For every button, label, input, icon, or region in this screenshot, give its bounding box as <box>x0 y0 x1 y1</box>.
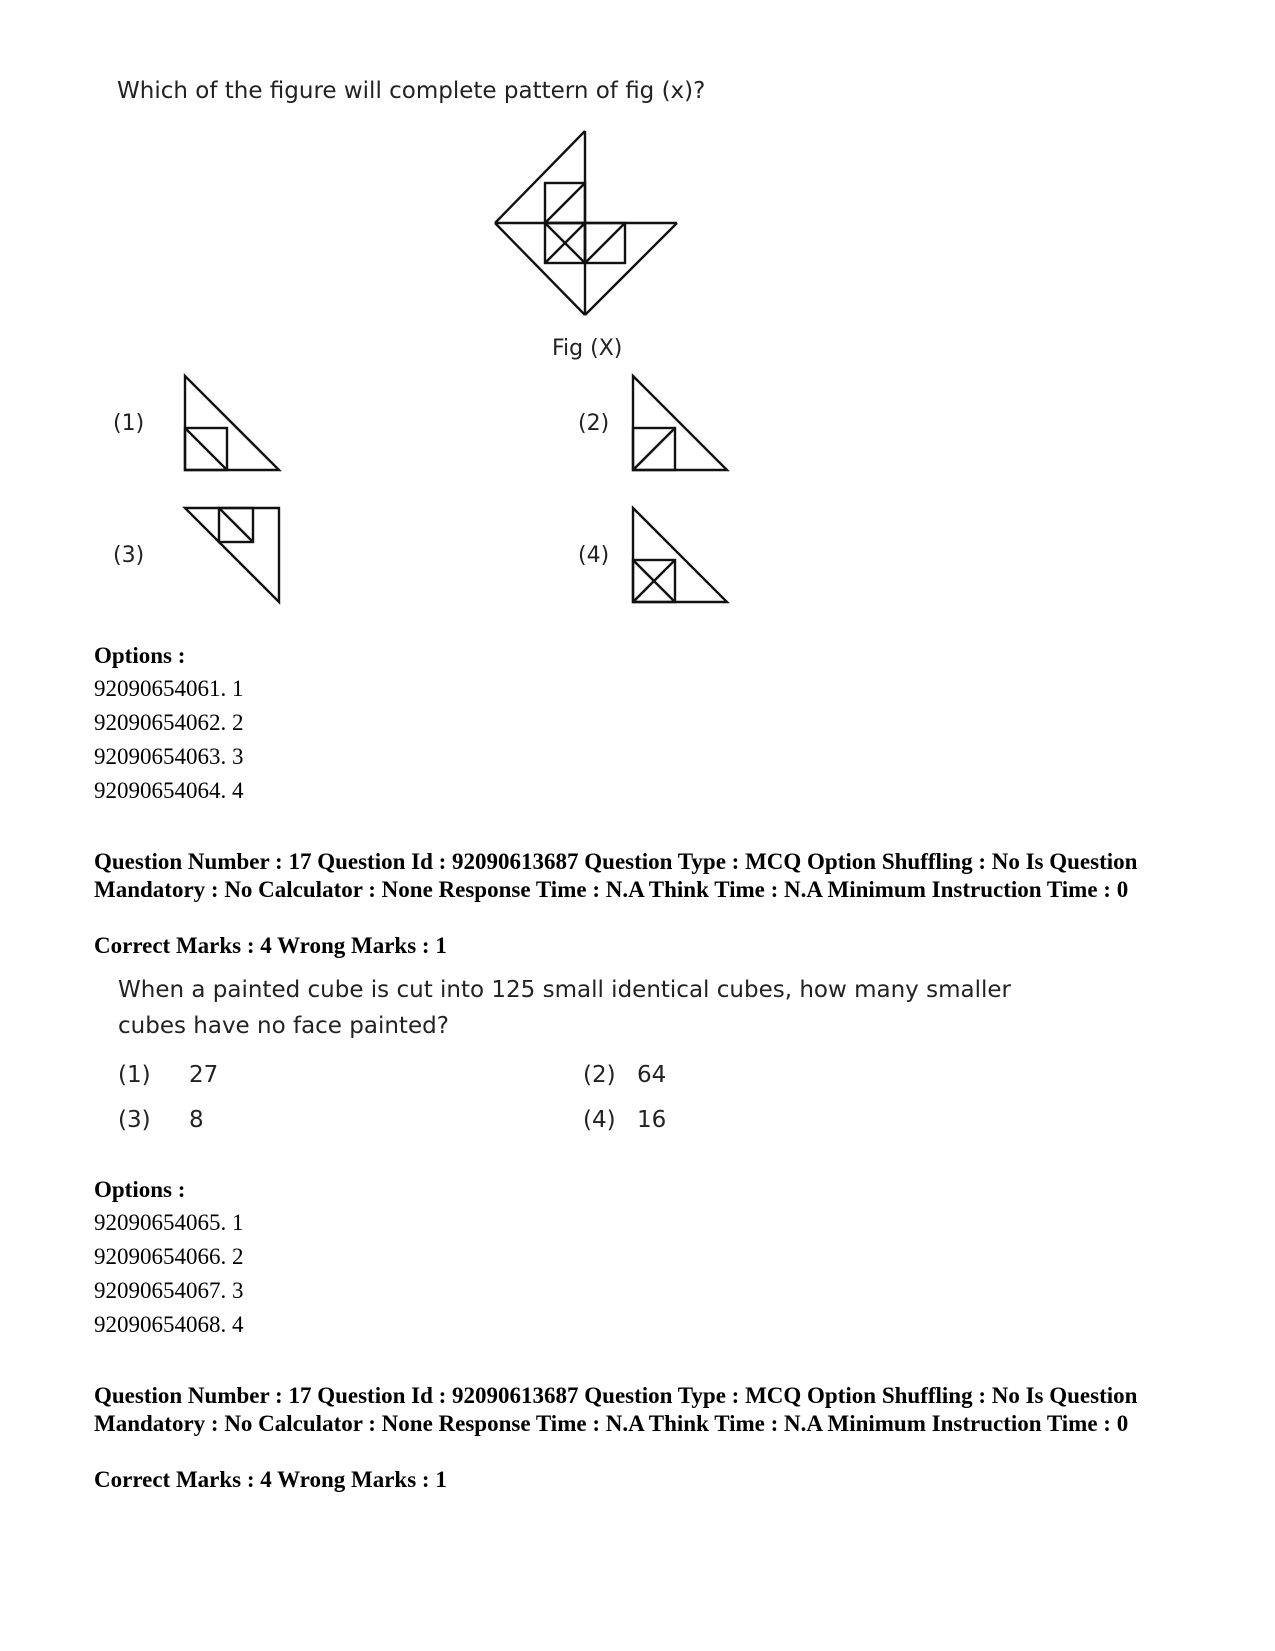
choice-4-figure <box>630 505 730 605</box>
option-item: 92090654067. 3 <box>94 1278 244 1303</box>
choice-3-label: (3) <box>113 543 145 568</box>
choice-2-value: 64 <box>637 1062 667 1088</box>
choice-4-label: (4) <box>578 543 610 568</box>
choice-1-label: (1) <box>113 411 145 436</box>
choice-2-label: (2) <box>583 1062 616 1088</box>
question-marks: Correct Marks : 4 Wrong Marks : 1 <box>94 933 447 958</box>
option-item: 92090654064. 4 <box>94 778 244 803</box>
choice-2-figure <box>630 373 730 473</box>
choice-2-label: (2) <box>578 411 610 436</box>
choice-4-value: 16 <box>637 1107 667 1133</box>
choice-3-value: 8 <box>189 1107 204 1133</box>
options-list <box>94 672 244 808</box>
option-item: 92090654062. 2 <box>94 710 244 735</box>
question-marks: Correct Marks : 4 Wrong Marks : 1 <box>94 1467 447 1492</box>
options-list <box>94 1206 244 1342</box>
question-text: Which of the figure will complete pattern of fig (x)? <box>117 78 706 104</box>
choice-3-label: (3) <box>118 1107 151 1133</box>
option-item: 92090654068. 4 <box>94 1312 244 1337</box>
option-item: 92090654066. 2 <box>94 1244 244 1269</box>
choice-1-figure <box>182 373 282 473</box>
options-heading: Options : <box>94 1177 186 1202</box>
question-text: When a painted cube is cut into 125 small identical cubes, how many smaller cubes have no face painted? <box>118 977 1011 1039</box>
options-heading: Options : <box>94 643 186 668</box>
figure-label: Fig (X) <box>552 336 623 361</box>
question-meta: Question Number : 17 Question Id : 92090613687 Question Type : MCQ Option Shuffling : No Is Question Mandatory : No Calculator : None Response Time : N.A Think Time : N.A Minimum Instruction Time : 0 <box>94 849 1138 902</box>
choice-1-value: 27 <box>189 1062 219 1088</box>
figure-x <box>490 126 690 326</box>
option-item: 92090654065. 1 <box>94 1210 244 1235</box>
choice-3-figure <box>182 505 282 605</box>
choice-1-label: (1) <box>118 1062 151 1088</box>
choice-4-label: (4) <box>583 1107 616 1133</box>
option-item: 92090654063. 3 <box>94 744 244 769</box>
option-item: 92090654061. 1 <box>94 676 244 701</box>
question-meta: Question Number : 17 Question Id : 92090613687 Question Type : MCQ Option Shuffling : No Is Question Mandatory : No Calculator : None Response Time : N.A Think Time : N.A Minimum Instruction Time : 0 <box>94 1383 1138 1436</box>
